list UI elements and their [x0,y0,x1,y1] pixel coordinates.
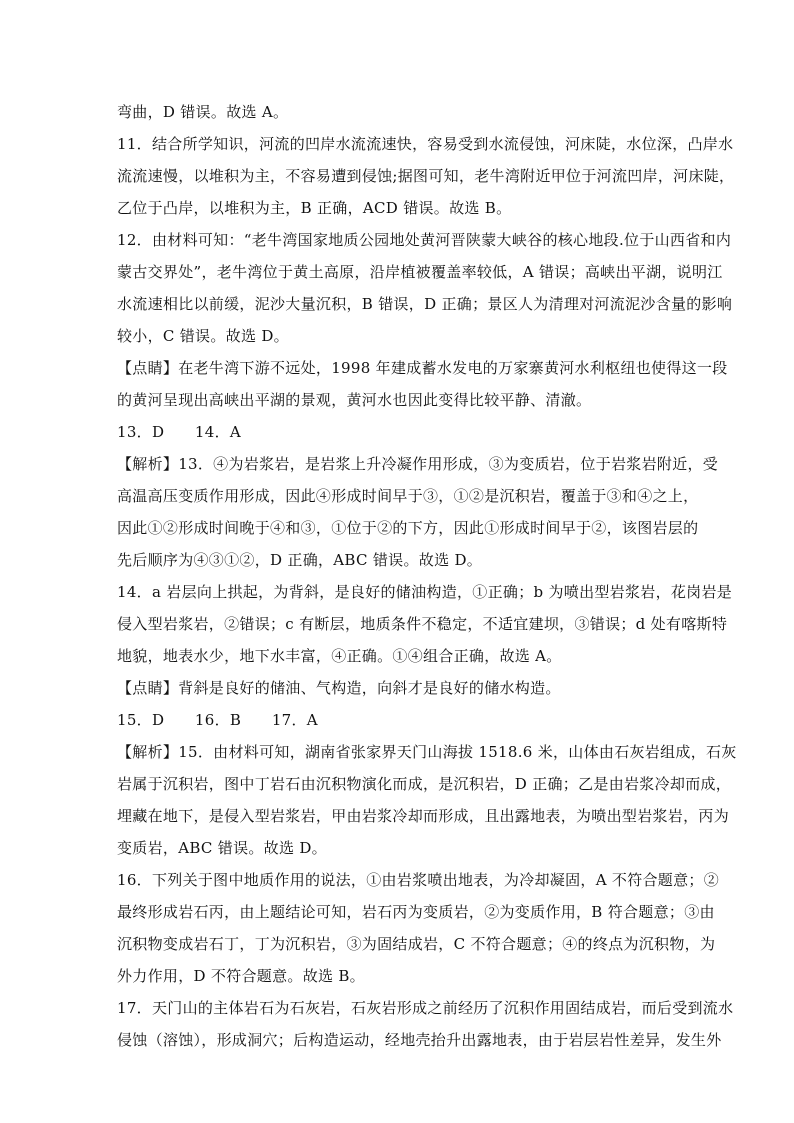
text-line: 17．天门山的主体岩石为石灰岩，石灰岩形成之前经历了沉积作用固结成岩，而后受到流水 [117,999,734,1017]
text-line: 乙位于凸岸，以堆积为主，B 正确，ACD 错误。故选 B。 [117,199,512,217]
text-line: 地貌，地表水少，地下水丰富，④正确。①④组合正确，故选 A。 [117,647,562,665]
text-line: 较小，C 错误。故选 D。 [117,327,289,345]
text-line: 12．由材料可知：“老牛湾国家地质公园地处黄河晋陕蒙大峡谷的核心地段.位于山西省和内 [117,231,732,249]
text-line: 14．a 岩层向上拱起，为背斜，是良好的储油构造，①正确；b 为喷出型岩浆岩，花岗岩是 [117,583,733,601]
text-line: 【点睛】在老牛湾下游不远处，1998 年建成蓄水发电的万家寨黄河水利枢纽也使得这一段 [117,359,728,377]
text-line: 埋藏在地下，是侵入型岩浆岩，甲由岩浆冷却而形成，且出露地表，为喷出型岩浆岩，丙为 [117,807,730,825]
text-line: 因此①②形成时间晚于④和③，①位于②的下方，因此①形成时间早于②，该图岩层的 [117,519,699,537]
text-line: 11．结合所学知识，河流的凹岸水流流速快，容易受到水流侵蚀，河床陡，水位深，凸岸水 [117,135,734,153]
text-line: 高温高压变质作用形成，因此④形成时间早于③，①②是沉积岩，覆盖于③和④之上， [117,487,699,505]
text-line: 蒙古交界处”，老牛湾位于黄土高原，沿岸植被覆盖率较低，A 错误；高峡出平湖，说明江 [117,263,723,281]
answer-line: 13．D 14．A [117,423,242,441]
answer-line: 15．D 16．B 17．A [117,711,318,729]
text-line: 沉积物变成岩石丁，丁为沉积岩，③为固结成岩，C 不符合题意；④的终点为沉积物，为 [117,935,716,953]
text-line: 外力作用，D 不符合题意。故选 B。 [117,967,365,985]
text-line: 流流速慢，以堆积为主，不容易遭到侵蚀;据图可知，老牛湾附近甲位于河流凹岸，河床陡， [117,167,735,185]
text-line: 侵蚀（溶蚀），形成洞穴；后构造运动，经地壳抬升出露地表，由于岩层岩性差异，发生外 [117,1031,722,1049]
text-line: 【解析】15．由材料可知，湖南省张家界天门山海拔 1518.6 米，山体由石灰岩组成，石灰 [117,743,737,761]
text-line: 侵入型岩浆岩，②错误；c 有断层，地质条件不稳定，不适宜建坝，③错误；d 处有喀斯特 [117,615,728,633]
text-line: 水流速相比以前缓，泥沙大量沉积，B 错误，D 正确；景区人为清理对河流泥沙含量的影响 [117,295,733,313]
text-line: 16．下列关于图中地质作用的说法，①由岩浆喷出地表，为冷却凝固，A 不符合题意；② [117,871,719,889]
text-line: 岩属于沉积岩，图中丁岩石由沉积物演化而成，是沉积岩，D 正确；乙是由岩浆冷却而成， [117,775,732,793]
text-line: 【点睛】背斜是良好的储油、气构造，向斜才是良好的储水构造。 [117,679,561,697]
text-line: 【解析】13．④为岩浆岩，是岩浆上升冷凝作用形成，③为变质岩，位于岩浆岩附近，受 [117,455,719,473]
text-line: 弯曲，D 错误。故选 A。 [117,103,289,121]
text-line: 最终形成岩石丙，由上题结论可知，岩石丙为变质岩，②为变质作用，B 符合题意；③由 [117,903,715,921]
text-line: 变质岩，ABC 错误。故选 D。 [117,839,327,857]
document-page [117,96,737,1056]
text-line: 的黄河呈现出高峡出平湖的景观，黄河水也因此变得比较平静、清澈。 [117,391,592,409]
text-line: 先后顺序为④③①②，D 正确，ABC 错误。故选 D。 [117,551,483,569]
